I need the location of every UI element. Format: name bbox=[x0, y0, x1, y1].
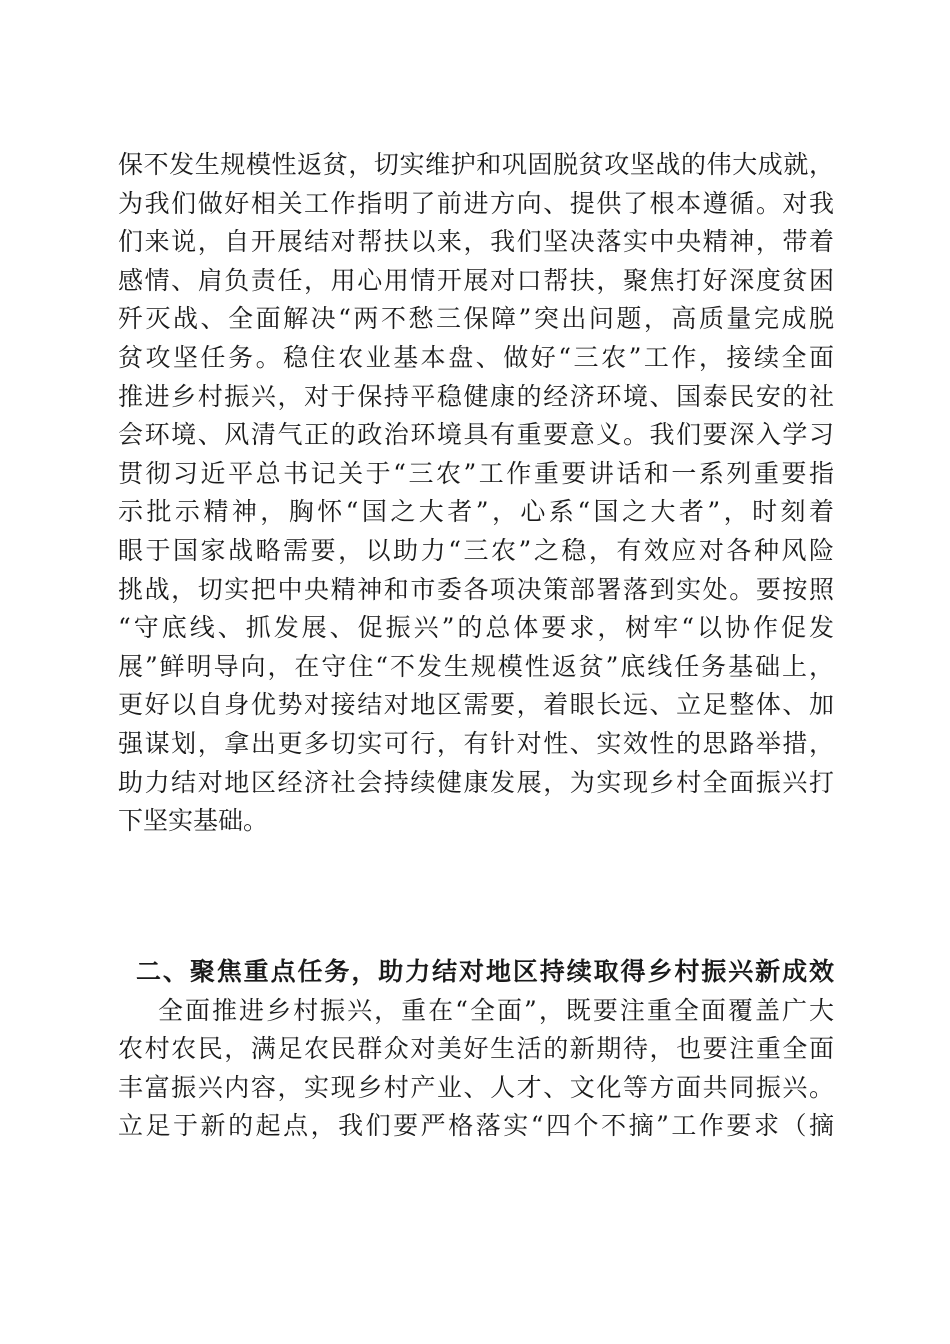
text-line: 歼灭战、全面解决“两不愁三保障”突出问题，高质量完成脱 bbox=[118, 304, 834, 334]
text-line: 会环境、风清气正的政治环境具有重要意义。我们要深入学习 bbox=[118, 420, 834, 450]
text-line: 助力结对地区经济社会持续健康发展，为实现乡村全面振兴打 bbox=[118, 767, 834, 797]
text-line: 感情、肩负责任，用心用情开展对口帮扶，聚焦打好深度贫困 bbox=[118, 265, 834, 295]
text-line: 为我们做好相关工作指明了前进方向、提供了根本遵循。对我 bbox=[118, 188, 834, 218]
text-line: 示批示精神，胸怀“国之大者”，心系“国之大者”，时刻着 bbox=[118, 497, 834, 527]
text-line: 眼于国家战略需要，以助力“三农”之稳，有效应对各种风险 bbox=[118, 535, 834, 565]
text-line: 推进乡村振兴，对于保持平稳健康的经济环境、国泰民安的社 bbox=[118, 381, 834, 411]
text-line: 保不发生规模性返贫，切实维护和巩固脱贫攻坚战的伟大成就， bbox=[118, 150, 834, 179]
text-line: 农村农民，满足农民群众对美好生活的新期待，也要注重全面 bbox=[118, 1034, 834, 1064]
section-2 bbox=[118, 953, 834, 1146]
text-line: 更好以自身优势对接结对地区需要，着眼长远、立足整体、加 bbox=[118, 690, 834, 720]
text-line: 全面推进乡村振兴，重在“全面”，既要注重全面覆盖广大 bbox=[158, 995, 834, 1025]
text-line: 展”鲜明导向，在守住“不发生规模性返贫”底线任务基础上， bbox=[118, 651, 834, 681]
text-line: 贫攻坚任务。稳住农业基本盘、做好“三农”工作，接续全面 bbox=[118, 342, 834, 372]
text-line: 们来说，自开展结对帮扶以来，我们坚决落实中央精神，带着 bbox=[118, 227, 834, 257]
paragraph-1 bbox=[118, 146, 834, 841]
text-line: 挑战，切实把中央精神和市委各项决策部署落到实处。要按照 bbox=[118, 574, 834, 604]
text-line: 下坚实基础。 bbox=[118, 806, 269, 836]
text-line: 丰富振兴内容，实现乡村产业、人才、文化等方面共同振兴。 bbox=[118, 1072, 834, 1102]
text-line: 强谋划，拿出更多切实可行，有针对性、实效性的思路举措， bbox=[118, 728, 834, 758]
section-heading: 二、聚焦重点任务，助力结对地区持续取得乡村振兴新成效 bbox=[136, 957, 834, 986]
text-line: 立足于新的起点，我们要严格落实“四个不摘”工作要求（摘 bbox=[118, 1111, 834, 1141]
text-line: “守底线、抓发展、促振兴”的总体要求，树牢“以协作促发 bbox=[118, 613, 834, 643]
text-line: 贯彻习近平总书记关于“三农”工作重要讲话和一系列重要指 bbox=[118, 458, 834, 488]
